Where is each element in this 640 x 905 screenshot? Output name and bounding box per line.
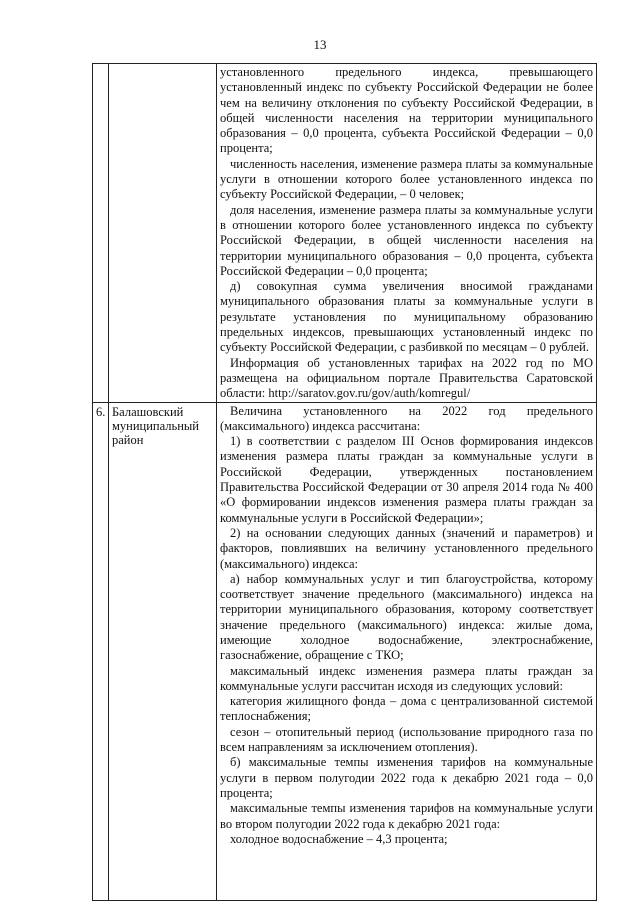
paragraph: 1) в соответствии с разделом III Основ формирования индексов изменения размера платы граждан за коммунальные услуги в Российской Федерации, утвержденных постановлением Правительства Российской Федерации от 30 апреля 2014 года № 400 «О формировании индексов изменения размера платы граждан за коммунальные услуги в Российской Федерации»; (220, 434, 593, 525)
municipality-name-line: Балашовский (112, 404, 184, 419)
paragraph: Информация об установленных тарифах на 2022 год по МО размещена на официальном портале Правительства Саратовской области: http://saratov.gov.ru/gov/auth/komregul/ (220, 355, 593, 401)
municipality-name-line: муниципальный (112, 418, 199, 433)
row-number-cell (93, 64, 109, 403)
row-number-cell: 6. (93, 402, 109, 900)
municipality-name-line: район (112, 432, 144, 447)
municipality-name-cell (109, 402, 217, 900)
row-content-cell (217, 402, 597, 900)
paragraph: Величина установленного на 2022 год предельного (максимального) индекса рассчитана: (220, 403, 593, 433)
row-content-cell (217, 64, 597, 403)
paragraph: 2) на основании следующих данных (значений и параметров) и факторов, повлиявших на величину установленного предельного (максимального) индекса: (220, 525, 593, 571)
paragraph: максимальный индекс изменения размера платы граждан за коммунальные услуги рассчитан исходя из следующих условий: (220, 663, 593, 693)
paragraph: сезон – отопительный период (использование природного газа по всем направлениям за исключением отопления). (220, 724, 593, 755)
page-number: 13 (313, 37, 327, 52)
paragraph: д) совокупная сумма увеличения вносимой гражданами муниципального образования платы за коммунальные услуги в результате установления по муниципальному образованию предельных индексов, превышающих установленный индекс по субъекту Российской Федерации, с разбивкой по месяцам – 0 рублей. (220, 279, 593, 355)
paragraph: б) максимальные темпы изменения тарифов на коммунальные услуги в первом полугодии 2022 года к декабрю 2021 года – 0,0 процента; (220, 755, 593, 800)
paragraph: численность населения, изменение размера платы за коммунальные услуги в отношении которого более установленного индекса по субъекту Российской Федерации, – 0 человек; (220, 156, 593, 202)
paragraph: установленного предельного индекса, превышающего установленный индекс по субъекту Российской Федерации не более чем на величину отклонения по субъекту Российской Федерации, в общей численности населения на территории муниципального образования – 0,0 процента, субъекта Российской Федерации – 0,0 процента; (220, 65, 593, 156)
table-row (93, 64, 597, 403)
paragraph: холодное водоснабжение – 4,3 процента; (230, 831, 448, 846)
paragraph: максимальные темпы изменения тарифов на коммунальные услуги во втором полугодии 2022 года к декабрю 2021 года: (220, 801, 593, 831)
table-row (93, 402, 597, 900)
municipality-name-cell (109, 64, 217, 403)
paragraph: категория жилищного фонда – дома с централизованной системой теплоснабжения; (220, 694, 593, 724)
document-table (92, 63, 597, 901)
paragraph: доля населения, изменение размера платы за коммунальные услуги в отношении которого более установленного индекса по субъекту Российской Федерации, в общей численности населения на территории муниципального образования – 0,0 процента, субъекта Российской Федерации – 0,0 процента; (220, 202, 593, 278)
paragraph: а) набор коммунальных услуг и тип благоустройства, которому соответствует значение предельного (максимального) индекса на территории муниципального образования, которому соответствует значение предельного (максимального) индекса: жилые дома, имеющие холодное водоснабжение, электроснабжение, газоснабжение, обращение с ТКО; (220, 571, 593, 663)
